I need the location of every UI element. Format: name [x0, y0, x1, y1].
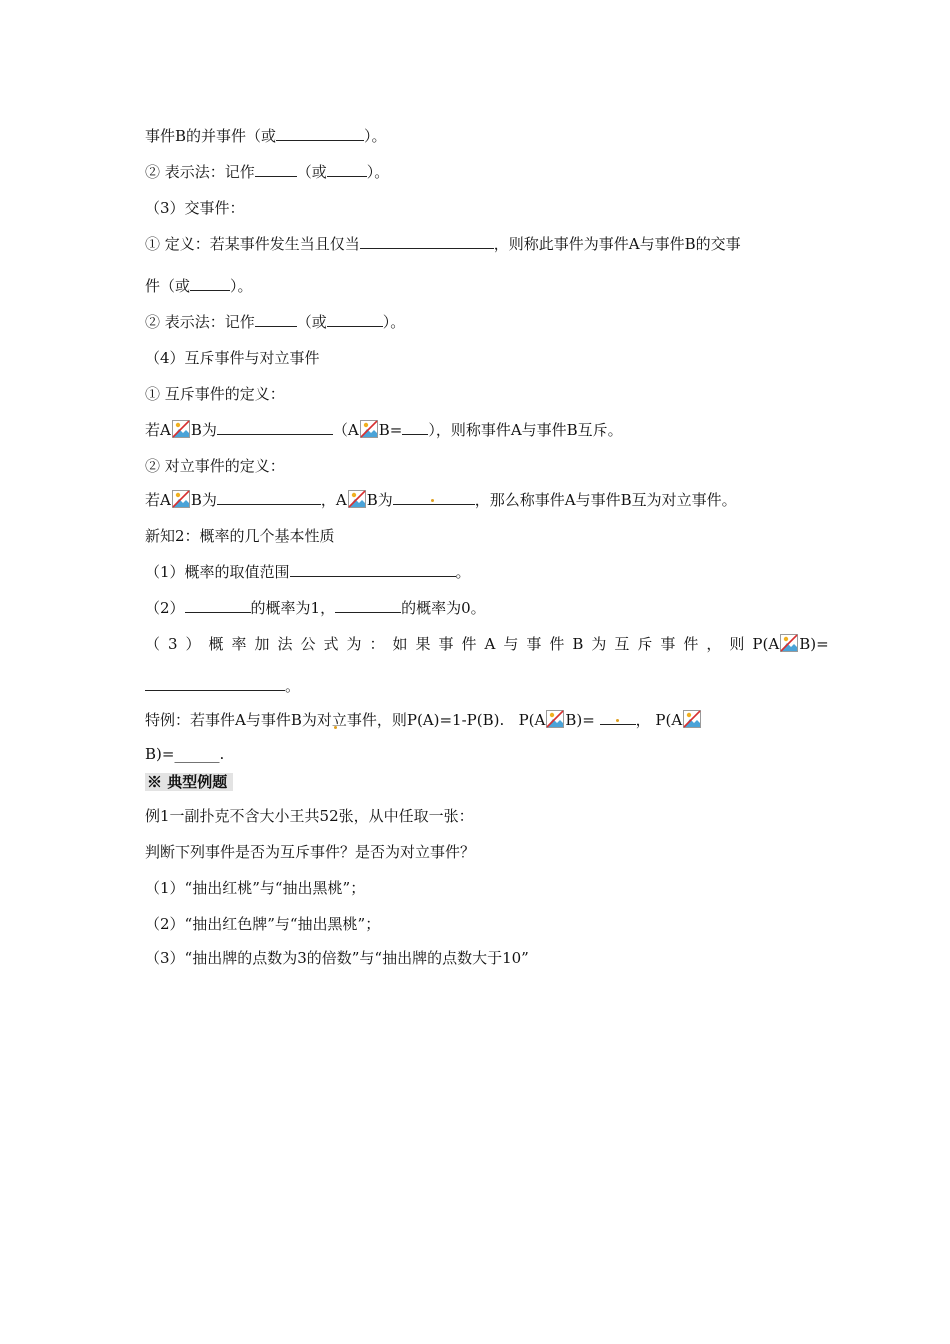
blank[interactable] — [255, 312, 297, 327]
blank[interactable] — [217, 490, 321, 505]
blank[interactable] — [600, 710, 636, 725]
blank[interactable] — [335, 598, 401, 613]
broken-image-icon — [546, 710, 564, 728]
broken-image-icon — [780, 634, 798, 652]
line-intersection-def-cont: 件（或 ）。 — [145, 277, 253, 295]
line-union-cont: 事件B的并事件（或 ）。 — [145, 127, 387, 145]
section-heading: ※ 典型例题 — [145, 772, 233, 792]
blank[interactable] — [402, 420, 428, 435]
line-prob-range: （1）概率的取值范围 。 — [145, 563, 471, 581]
broken-image-icon — [683, 710, 701, 728]
broken-image-icon — [360, 420, 378, 438]
blank[interactable] — [276, 126, 364, 141]
line-opposite-def-title: ② 对立事件的定义： — [145, 457, 285, 475]
line-addition-rule-cont: 。 — [145, 676, 300, 696]
line-mutex-title: （4）互斥事件与对立事件 — [145, 349, 320, 367]
line-intersection-def: ① 定义：若某事件发生当且仅当 ，则称此事件为事件A与事件B的交事 — [145, 235, 741, 253]
line-intersection-notation: ② 表示法：记作 （或 ）。 — [145, 313, 406, 331]
line-mutex-def: 若A B为 （A B= ），则称事件A与事件B互斥。 — [145, 421, 623, 439]
line-special-case: 特例：若事件A与事件B为对立事件，则P(A)=1-P(B). P(A B)= ， P(A — [145, 710, 702, 730]
example-item-3: （3）“抽出牌的点数为3的倍数”与“抽出牌的点数大于10” — [145, 949, 529, 967]
example-1: 例1一副扑克不含大小王共52张，从中任取一张： — [145, 807, 474, 825]
blank[interactable] — [255, 162, 297, 177]
broken-image-icon — [172, 490, 190, 508]
blank[interactable] — [145, 676, 285, 691]
example-item-1: （1）“抽出红桃”与“抽出黑桃”； — [145, 879, 366, 897]
line-property-title: 新知2：概率的几个基本性质 — [145, 527, 335, 545]
example-question: 判断下列事件是否为互斥事件？是否为对立事件？ — [145, 843, 476, 861]
line-union-notation: ② 表示法：记作 （或 ）。 — [145, 163, 390, 181]
blank[interactable] — [327, 162, 367, 177]
line-mutex-def-title: ① 互斥事件的定义： — [145, 385, 285, 403]
line-addition-rule: （3）概率加法公式为：如果事件A与事件B为互斥事件，则P(A B)= — [145, 635, 829, 653]
broken-image-icon — [172, 420, 190, 438]
example-item-2: （2）“抽出红色牌”与“抽出黑桃”； — [145, 915, 381, 933]
broken-image-icon — [348, 490, 366, 508]
line-intersection-title: （3）交事件： — [145, 199, 245, 217]
line-special-case-cont: B)=______. — [145, 745, 225, 763]
blank[interactable] — [360, 234, 494, 249]
blank[interactable] — [393, 490, 475, 505]
blank[interactable] — [190, 276, 230, 291]
blank[interactable] — [185, 598, 251, 613]
blank[interactable] — [290, 562, 456, 577]
line-prob-certain: （2） 的概率为1， 的概率为0。 — [145, 599, 486, 617]
blank[interactable] — [217, 420, 333, 435]
line-opposite-def: 若A B为 ，A B为 ，那么称事件A与事件B互为对立事件。 — [145, 491, 737, 509]
blank[interactable] — [327, 312, 383, 327]
